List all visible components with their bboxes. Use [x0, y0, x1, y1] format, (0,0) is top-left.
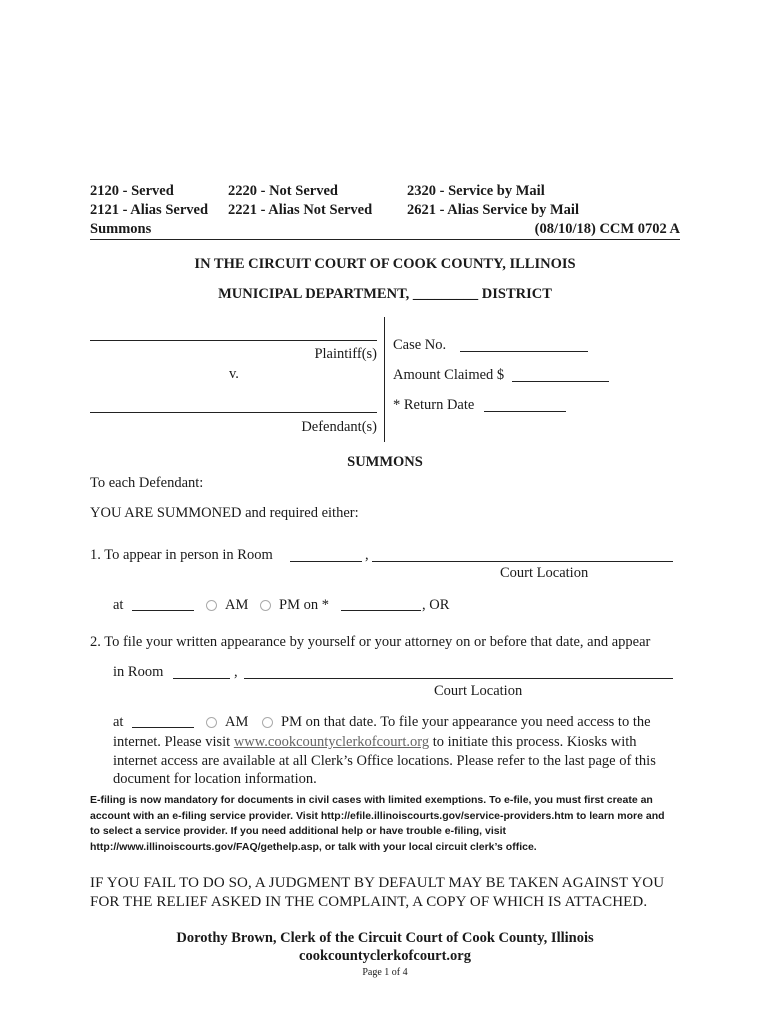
- item1-date-field[interactable]: [341, 610, 421, 611]
- return-date-field[interactable]: [484, 411, 566, 412]
- code-2121: 2121 - Alias Served: [90, 202, 209, 218]
- am-radio-icon[interactable]: [206, 600, 217, 611]
- item2-pm-option[interactable]: [262, 714, 651, 731]
- item2-time-field[interactable]: [132, 727, 194, 728]
- summons-intro: YOU ARE SUMMONED and required either:: [90, 505, 359, 521]
- item1-court-location-label: Court Location: [500, 565, 589, 581]
- page-number: Page 1 of 4: [362, 967, 408, 978]
- code-2220: 2220 - Not Served: [228, 183, 338, 199]
- header-rule: [90, 239, 680, 240]
- summons-heading: SUMMONS: [347, 454, 423, 470]
- pm-radio-icon[interactable]: [262, 717, 273, 728]
- item1-at-label: at: [113, 597, 124, 613]
- court-title: IN THE CIRCUIT COURT OF COOK COUNTY, ILLINOIS: [194, 256, 576, 272]
- item1-or-label: , OR: [422, 597, 450, 613]
- item2-am-option[interactable]: [206, 714, 248, 731]
- code-2320: 2320 - Service by Mail: [407, 183, 545, 199]
- am-label: AM: [225, 714, 249, 730]
- item1-text: 1. To appear in person in Room: [90, 547, 273, 563]
- item2-text: 2. To file your written appearance by yourself or your attorney on or before that date, and appear: [90, 634, 651, 650]
- am-radio-icon[interactable]: [206, 717, 217, 728]
- default-judgment-warning: IF YOU FAIL TO DO SO, A JUDGMENT BY DEFAULT MAY BE TAKEN AGAINST YOU FOR THE RELIEF ASKED IN THE COMPLAINT, A COPY OF WHICH IS ATTACHED.: [90, 875, 665, 910]
- item2-comma: ,: [234, 664, 238, 680]
- item2-pm-text: PM on that date. To file your appearance you need access to the: [281, 714, 651, 730]
- item1-pm-option[interactable]: [260, 597, 329, 614]
- clerk-name: Dorothy Brown, Clerk of the Circuit Court of Cook County, Illinois: [176, 930, 594, 946]
- defendant-name-line[interactable]: [90, 412, 377, 413]
- versus-label: v.: [229, 366, 239, 382]
- item1-room-field[interactable]: [290, 561, 362, 562]
- item2-room-field[interactable]: [173, 678, 230, 679]
- code-2621: 2621 - Alias Service by Mail: [407, 202, 579, 218]
- caption-divider: [384, 317, 385, 442]
- plaintiff-label: Plaintiff(s): [314, 346, 377, 362]
- code-2221: 2221 - Alias Not Served: [228, 202, 373, 218]
- case-no-label: Case No.: [393, 337, 447, 353]
- item1-court-location-field[interactable]: [372, 561, 673, 562]
- amount-claimed-field[interactable]: [512, 381, 609, 382]
- filing-instructions: [113, 733, 673, 789]
- code-2120: 2120 - Served: [90, 183, 174, 199]
- salutation: To each Defendant:: [90, 475, 204, 491]
- efiling-notice: E-filing is now mandatory for documents in civil cases with limited exemptions. To e-file, you must first create an account with an e-filing service provider. Visit http://efile.illinoiscourts.gov/service-providers.htm to learn more and to select a service provider. If you need additional help or have trouble e-filing, visit http://www.illinoiscourts.gov/FAQ/gethelp.asp, or talk with your local circuit clerk’s office.: [90, 794, 665, 853]
- item1-time-field[interactable]: [132, 610, 194, 611]
- footer-website: cookcountyclerkofcourt.org: [299, 948, 471, 964]
- form-name: Summons: [90, 221, 152, 237]
- department-line: MUNICIPAL DEPARTMENT, _________ DISTRICT: [218, 286, 552, 302]
- item1-am-option[interactable]: [206, 597, 248, 614]
- amount-claimed-label: Amount Claimed $: [393, 367, 505, 383]
- return-date-label: * Return Date: [393, 397, 475, 413]
- am-label: AM: [225, 597, 249, 613]
- defendant-label: Defendant(s): [301, 419, 377, 435]
- instructions-part-a: internet. Please visit: [113, 734, 234, 750]
- instructions-part-b: to initiate this process. Kiosks with internet access are available at all Clerk’s Office locations. Please refer to the last page of this document for location information.: [113, 734, 656, 787]
- item1-comma: ,: [365, 547, 369, 563]
- form-id: (08/10/18) CCM 0702 A: [534, 221, 680, 237]
- clerk-website-link[interactable]: www.cookcountyclerkofcourt.org: [233, 734, 430, 750]
- pm-on-label: PM on *: [279, 597, 329, 613]
- item2-court-location-field[interactable]: [244, 678, 673, 679]
- pm-radio-icon[interactable]: [260, 600, 271, 611]
- item2-court-location-label: Court Location: [434, 683, 523, 699]
- item2-room-label: in Room: [113, 664, 164, 680]
- plaintiff-name-line[interactable]: [90, 340, 377, 341]
- case-no-field[interactable]: [460, 351, 588, 352]
- item2-at-label: at: [113, 714, 124, 730]
